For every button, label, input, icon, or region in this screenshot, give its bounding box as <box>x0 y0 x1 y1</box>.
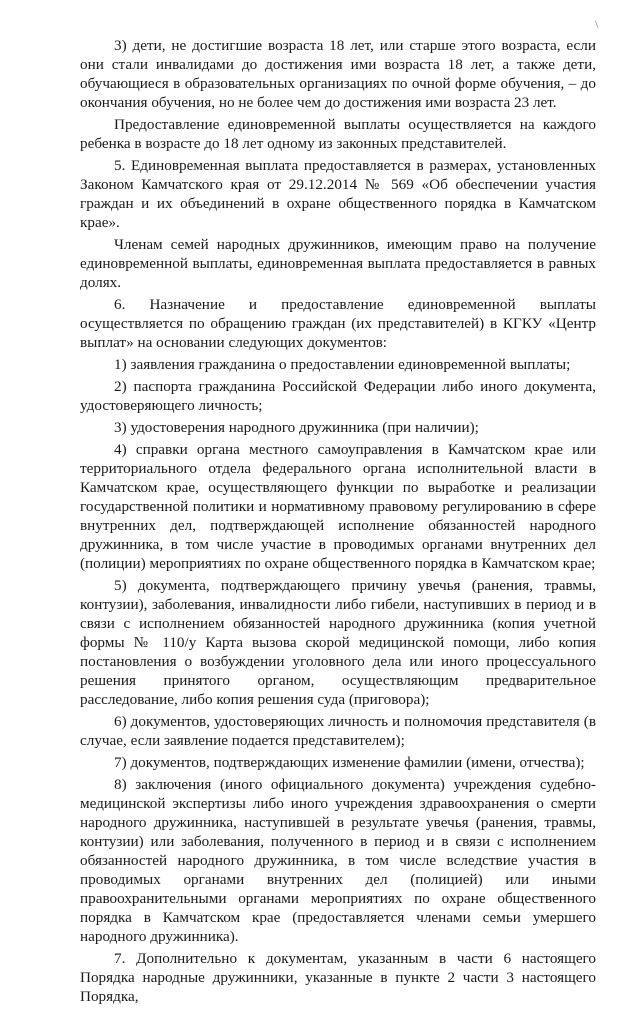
list-item-2: 2) паспорта гражданина Российской Федерации либо иного документа, удостоверяющего личность; <box>80 378 596 414</box>
document-body <box>80 36 596 1009</box>
paragraph-equal-shares: Членам семей народных дружинников, имеющим право на получение единовременной выплаты, единовременная выплата предоставляется в равных долях. <box>80 236 596 291</box>
list-item-8: 8) заключения (иного официального документа) учреждения судебно-медицинской экспертизы либо иного учреждения здравоохранения о смерти народного дружинника, наступившей в результате увечья (ранения, травмы, контузии) или заболевания, полученного в период и в связи с исполнением обязанностей народного дружинника, в том числе вследствие участия в проводимых органами внутренних дел (полицией) или иными правоохранительными органами мероприятиях по охране общественного порядка в Камчатском крае (предоставляется членами семьи умершего народного дружинника). <box>80 776 596 945</box>
paragraph-children-criteria: 3) дети, не достигшие возраста 18 лет, или старше этого возраста, если они стали инвалидами до достижения ими возраста 18 лет, а также дети, обучающиеся в образовательных организациях по очной форме обучения, – до окончания обучения, но не более чем до достижения ими возраста 23 лет. <box>80 37 596 111</box>
list-item-5: 5) документа, подтверждающего причину увечья (ранения, травмы, контузии), заболевания, инвалидности либо гибели, наступивших в период и в связи с исполнением обязанностей народного дружинника (копия учетной формы № 110/у Карта вызова скорой медицинской помощи, либо копия постановления о возбуждении уголовного дела или иного процессуального решения принятого органом, осуществляющим предварительное расследование, либо копия решения суда (приговора); <box>80 577 596 708</box>
list-item-3: 3) удостоверения народного дружинника (при наличии); <box>114 419 479 436</box>
paragraph-clause-5: 5. Единовременная выплата предоставляется в размерах, установленных Законом Камчатского края от 29.12.2014 № 569 «Об обеспечении участия граждан и их объединений в охране общественного порядка в Камчатском крае». <box>80 157 596 231</box>
list-item-4: 4) справки органа местного самоуправления в Камчатском крае или территориального отдела федерального органа исполнительной власти в Камчатском крае, осуществляющего функции по выработке и реализации государственной политики и нормативному правовому регулированию в сфере внутренних дел, подтверждающей исполнение обязанностей народного дружинника, в том числе участие в проводимых органами внутренних дел (полиции) мероприятиях по охране общественного порядка в Камчатском крае; <box>80 441 596 572</box>
paragraph-per-child: Предоставление единовременной выплаты осуществляется на каждого ребенка в возрасте до 18 лет одному из законных представителей. <box>80 116 596 152</box>
paragraph-clause-7: 7. Дополнительно к документам, указанным в части 6 настоящего Порядка народные дружинники, указанные в пункте 2 части 3 настоящего Порядка, <box>80 950 596 1005</box>
list-item-1: 1) заявления гражданина о предоставлении единовременной выплаты; <box>114 356 571 373</box>
paragraph-clause-6: 6. Назначение и предоставление единовременной выплаты осуществляется по обращению граждан (их представителей) в КГКУ «Центр выплат» на основании следующих документов: <box>80 296 596 351</box>
corner-mark: \ <box>595 17 599 31</box>
list-item-7: 7) документов, подтверждающих изменение фамилии (имени, отчества); <box>114 754 585 771</box>
list-item-6: 6) документов, удостоверяющих личность и полномочия представителя (в случае, если заявление подается представителем); <box>80 713 596 749</box>
